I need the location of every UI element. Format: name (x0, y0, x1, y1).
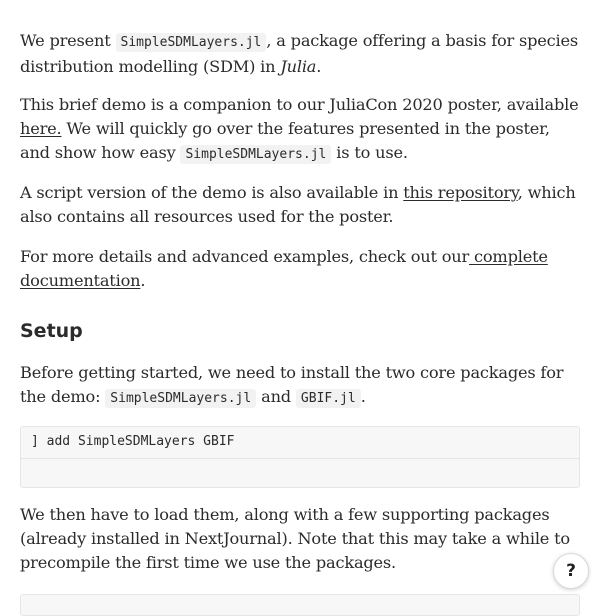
package-code: GBIF.jl (296, 389, 361, 408)
intro-paragraph-1: We present SimpleSDMLayers.jl , a package offering a basis for species distribution modelling (SDM) in Julia. (20, 31, 579, 76)
poster-link[interactable]: here. (20, 119, 62, 138)
setup-paragraph-1: Before getting started, we need to install the two core packages for the demo: SimpleSDMLayers.jl and GBIF.jl . (20, 363, 564, 406)
package-code: SimpleSDMLayers.jl (116, 33, 267, 52)
setup-paragraph-2: We then have to load them, along with a few supporting packages (already installed in NextJournal). Note that this may take a while to precompile the first time we use the packages. (20, 505, 570, 572)
help-button[interactable] (553, 553, 589, 589)
intro-paragraph-3: A script version of the demo is also available in this repository, which also contains all resources used for the poster. (20, 183, 576, 226)
code-cell[interactable] (20, 594, 580, 616)
setup-heading: Setup (20, 320, 83, 342)
intro-paragraph-2: This brief demo is a companion to our JuliaCon 2020 poster, available here. We will quickly go over the features presented in the poster, and show how easy SimpleSDMLayers.jl is to use. (20, 95, 579, 162)
documentation-link[interactable]: complete documentation (20, 247, 548, 290)
repository-link[interactable]: this repository (403, 183, 518, 202)
package-code: SimpleSDMLayers.jl (105, 389, 256, 408)
package-code: SimpleSDMLayers.jl (180, 145, 331, 164)
code-cell[interactable] (20, 426, 580, 488)
code-cell-source[interactable]: ] add SimpleSDMLayers GBIF (21, 427, 579, 459)
question-mark-icon: ? (566, 561, 576, 581)
intro-paragraph-4: For more details and advanced examples, check out our complete documentation. (20, 247, 548, 290)
